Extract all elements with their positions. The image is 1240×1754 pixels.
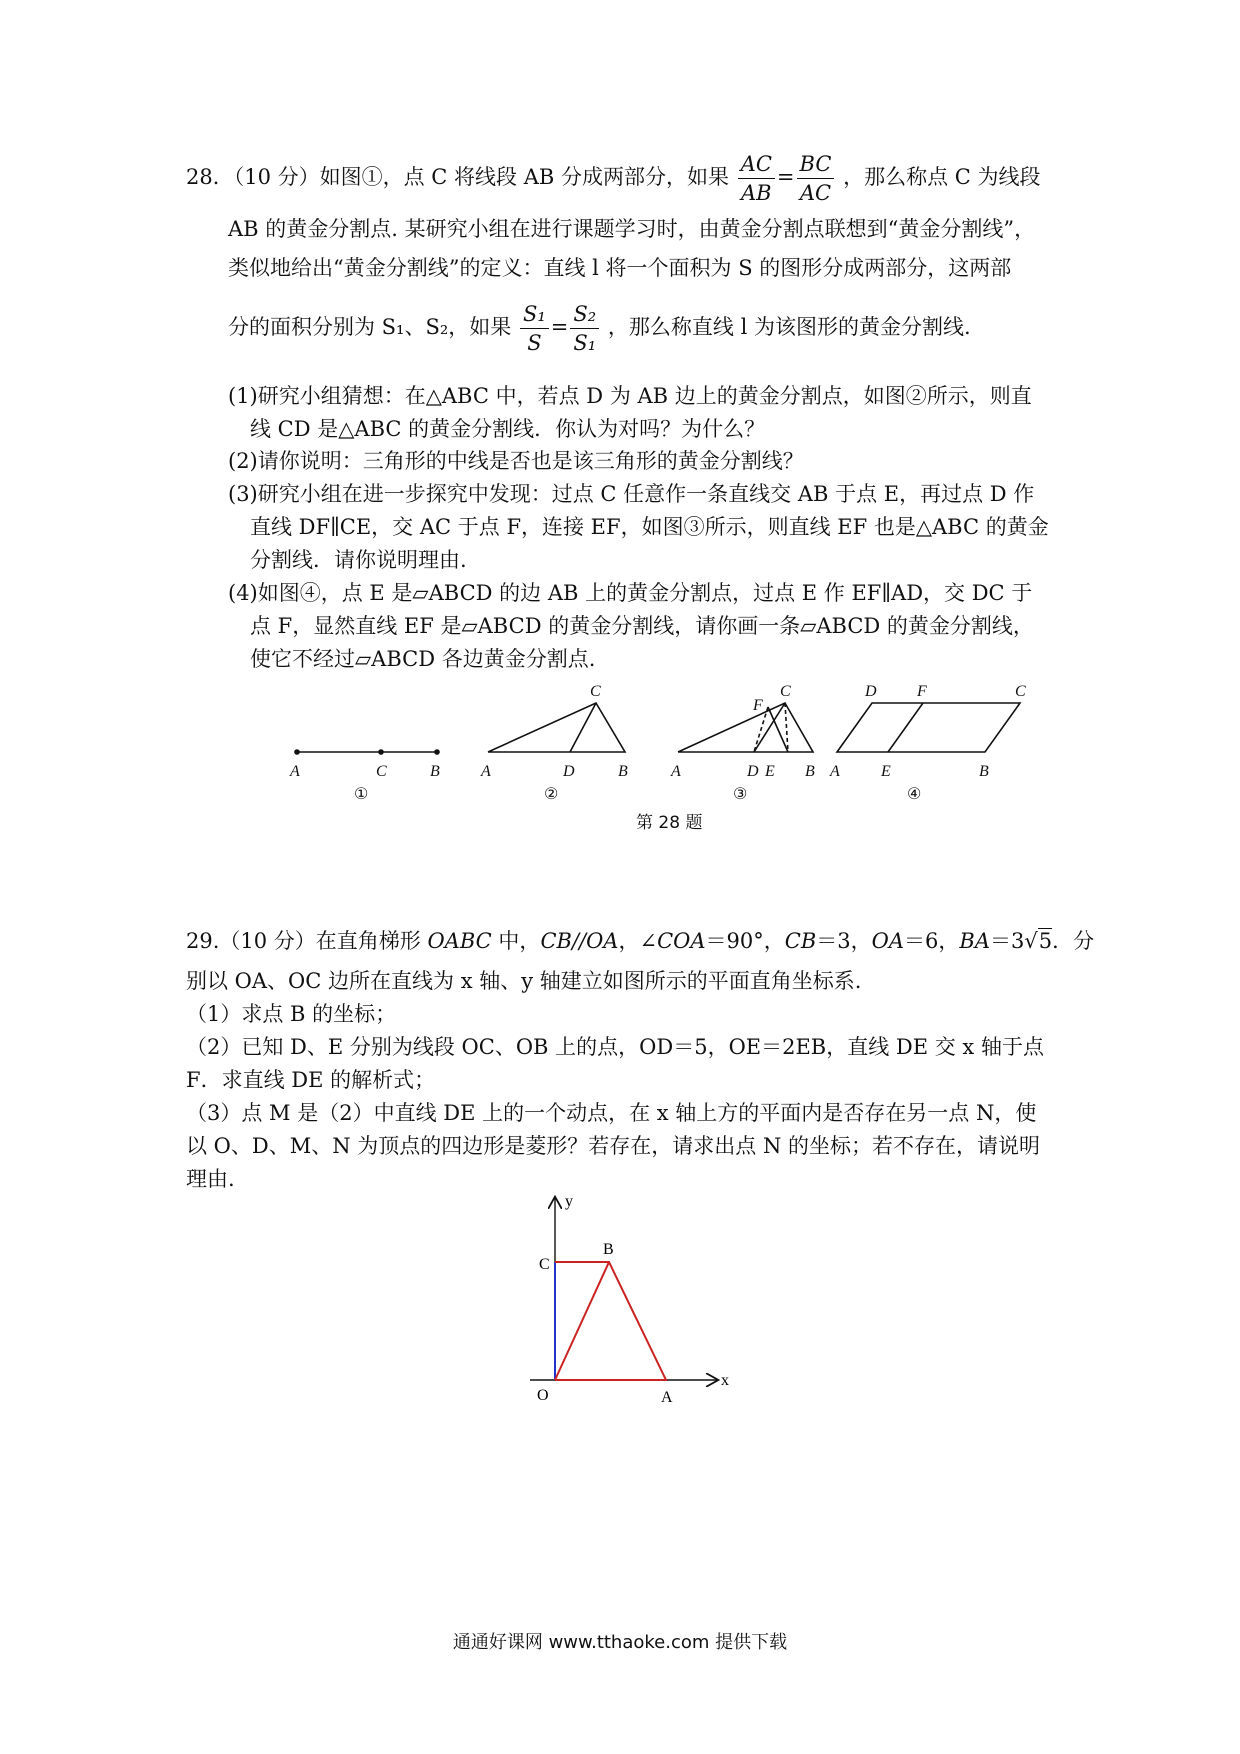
segment-ob [555, 1262, 609, 1380]
q28-caption: 第 28 题 [636, 813, 703, 833]
equals-sign: = [776, 165, 795, 189]
sqrt-symbol [1024, 928, 1052, 953]
q28-line1-pre: 28．（10 分）如图①，点 C 将线段 AB 分成两部分，如果 [186, 165, 729, 189]
figure-1-segment [289, 750, 440, 803]
q28-part1-line2: 线 CD 是△ABC 的黄金分割线．你认为对吗？为什么？ [250, 417, 766, 441]
q28-line3: 类似地给出“黄金分割线”的定义：直线 l 将一个面积为 S 的图形分成两部分，这两部 [228, 256, 1012, 280]
q28-line1 [186, 150, 1041, 207]
q28-part3-line2: 直线 DF∥CE，交 AC 于点 F，连接 EF，如图③所示，则直线 EF 也是△ABC 的黄金 [250, 515, 1049, 539]
q28-part1-line1: (1)研究小组猜想：在△ABC 中，若点 D 为 AB 边上的黄金分割点，如图②所示，则直 [228, 384, 1032, 408]
label-a: A [671, 763, 681, 780]
label-b: B [618, 763, 628, 780]
label-e: E [765, 763, 775, 780]
q29-text: ＝3 [990, 929, 1025, 953]
figure-number: ③ [733, 786, 748, 803]
label-b: B [979, 763, 989, 780]
q29-text: ＝3， [816, 929, 872, 953]
q29-sub2-line2: F．求直线 DE 的解析式； [186, 1068, 436, 1092]
label-b: B [430, 763, 440, 780]
fraction-numerator: AC [738, 150, 775, 179]
figure-number: ④ [907, 786, 922, 803]
q29-text: OABC [427, 929, 492, 953]
label-c: C [539, 1256, 550, 1273]
q28-part3-line1: (3)研究小组在进一步探究中发现：过点 C 任意作一条直线交 AB 于点 E，再过点 D 作 [228, 482, 1035, 506]
q29-text: ＝6， [904, 929, 960, 953]
label-b: B [805, 763, 815, 780]
label-d: D [747, 763, 759, 780]
q29-sub3-line1: （3）点 M 是（2）中直线 DE 上的一个动点，在 x 轴上方的平面内是否存在另一点 N，使 [186, 1101, 1037, 1125]
label-b: B [603, 1241, 614, 1258]
q28-part4-line2: 点 F，显然直线 EF 是▱ABCD 的黄金分割线，请你画一条▱ABCD 的黄金分割线， [250, 614, 1034, 638]
fraction-numerator: S₁ [520, 300, 549, 329]
q29-text: 29.（10 分）在直角梯形 [186, 929, 428, 953]
label-c: C [780, 683, 791, 700]
figure-4-parallelogram [829, 683, 1026, 803]
q29-text: CB [784, 929, 817, 953]
q29-text: ＝90°， [705, 929, 785, 953]
label-c: C [1015, 683, 1026, 700]
label-a: A [290, 763, 300, 780]
q29-line1 [186, 926, 1094, 956]
fraction-bc-ac [797, 150, 835, 207]
label-c: C [376, 763, 387, 780]
figure-2-triangle [480, 683, 628, 803]
fraction-numerator: BC [797, 150, 835, 179]
figure-number: ① [354, 786, 369, 803]
q29-sub3-line3: 理由. [186, 1167, 235, 1191]
q28-part4-line3: 使它不经过▱ABCD 各边黄金分割点. [250, 647, 596, 671]
label-a: A [481, 763, 491, 780]
label-a: A [830, 763, 840, 780]
label-d: D [865, 683, 877, 700]
q28-part4-line1: (4)如图④，点 E 是▱ABCD 的边 AB 上的黄金分割点，过点 E 作 EF∥AD，交 DC 于 [228, 581, 1033, 605]
q29-sub1: （1）求点 B 的坐标； [186, 1002, 397, 1026]
label-a: A [661, 1389, 673, 1406]
fraction-denominator: S [527, 331, 542, 355]
q29-text: BA [959, 929, 991, 953]
sqrt-sign: √ [1024, 929, 1038, 953]
q29-text: 中， [491, 929, 541, 953]
q29-text: OA [871, 929, 905, 953]
label-y: y [565, 1193, 573, 1210]
label-f: F [753, 697, 763, 714]
q28-figures [280, 675, 1060, 805]
fraction-numerator: S₂ [570, 300, 599, 329]
sqrt-radicand: 5 [1038, 929, 1053, 953]
q29-line2: 别以 OA、OC 边所在直线为 x 轴、y 轴建立如图所示的平面直角坐标系. [186, 969, 862, 993]
label-d: D [563, 763, 575, 780]
fraction-ac-ab [738, 150, 775, 207]
q29-text: ．分 [1052, 929, 1095, 953]
q29-text: ，∠ [618, 929, 658, 953]
q29-sub2-line1: （2）已知 D、E 分别为线段 OC、OB 上的点，OD＝5，OE＝2EB，直线 DE 交 x 轴于点 [186, 1035, 1044, 1059]
q29-sub3-line2: 以 O、D、M、N 为顶点的四边形是菱形？若存在，请求出点 N 的坐标；若不存在，请说明 [186, 1134, 1041, 1158]
q28-part3-line3: 分割线．请你说明理由. [250, 548, 467, 572]
q29-text: CB//OA [540, 929, 619, 953]
figure-3-triangle [670, 683, 815, 803]
label-o: O [537, 1387, 549, 1404]
q29-text: COA [657, 929, 706, 953]
label-c: C [590, 683, 601, 700]
equals-sign: = [550, 315, 569, 339]
figure-number: ② [544, 786, 559, 803]
fraction-denominator: AB [740, 181, 772, 205]
q28-line4-pre: 分的面积分别为 S₁、S₂，如果 [228, 315, 512, 339]
fraction-denominator: S₁ [573, 331, 597, 355]
trapezoid-path [555, 1262, 666, 1380]
q28-line2: AB 的黄金分割点. 某研究小组在进行课题学习时，由黄金分割点联想到“黄金分割线”， [228, 217, 1036, 241]
fraction-denominator: AC [799, 181, 832, 205]
q28-line4 [228, 300, 971, 357]
label-f: F [917, 683, 927, 700]
footer: 通通好课网 www.tthaoke.com 提供下载 [452, 1632, 788, 1653]
q29-coordinate-graph [515, 1190, 745, 1410]
fraction-s2-s1 [570, 300, 599, 357]
q28-part2: (2)请你说明：三角形的中线是否也是该三角形的黄金分割线？ [228, 449, 804, 473]
q28-line1-post: ，那么称点 C 为线段 [843, 165, 1041, 189]
q28-line4-post: ，那么称直线 l 为该图形的黄金分割线. [607, 315, 971, 339]
fraction-s1-s [520, 300, 549, 357]
label-x: x [721, 1372, 729, 1389]
label-e: E [881, 763, 891, 780]
